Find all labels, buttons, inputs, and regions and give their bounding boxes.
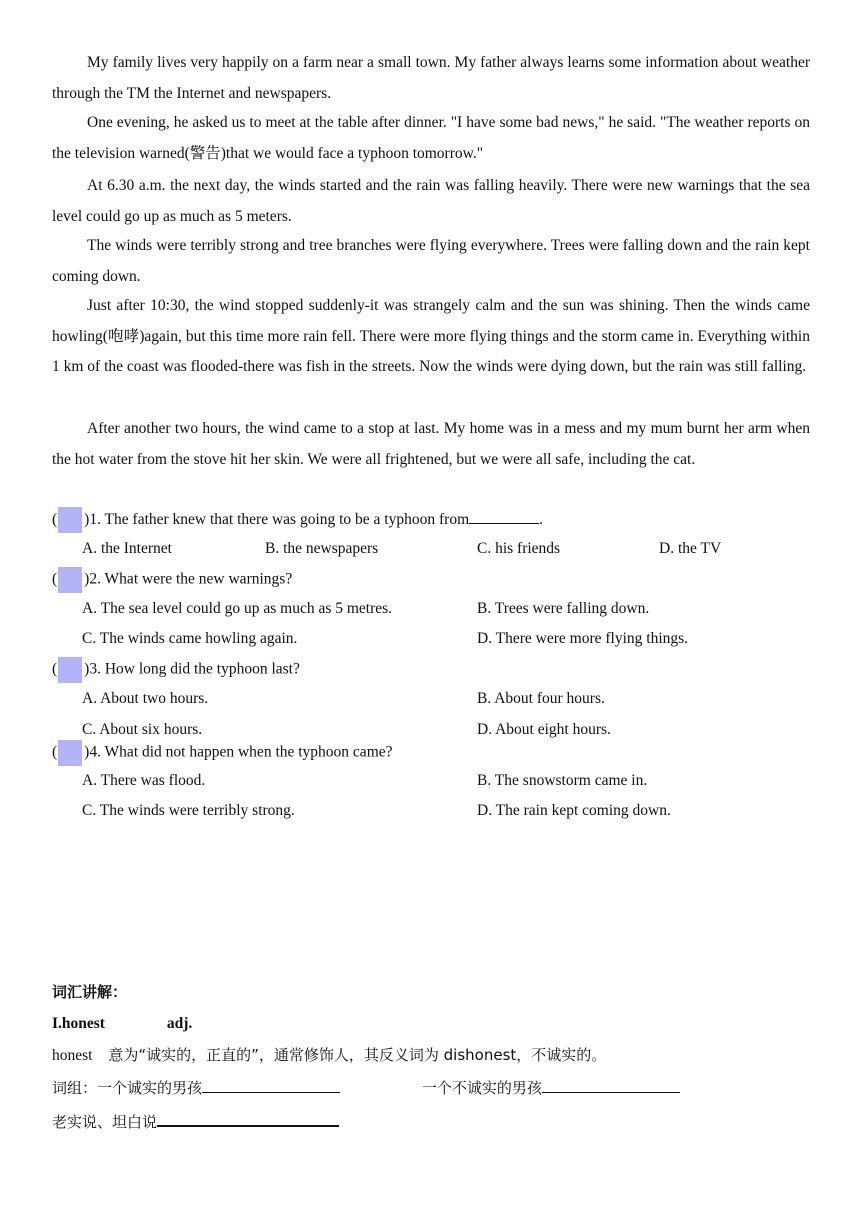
vocab-explanation xyxy=(52,1043,606,1067)
vocab-explanation-word: honest xyxy=(52,1047,93,1064)
question-open-paren: ( xyxy=(52,570,58,588)
phrase-blank-2[interactable] xyxy=(542,1076,680,1093)
q3-option-d: D. About eight hours. xyxy=(477,721,611,738)
q4-option-b: B. The snowstorm came in. xyxy=(477,772,648,789)
passage-paragraph-6: After another two hours, the wind came to a stop at last. My home was in a mess and my mum burnt her arm when the hot water from the stove hit her skin. We were all frightened, but we were all safe, including the cat. xyxy=(52,420,810,468)
passage-paragraph-5: Just after 10:30, the wind stopped suddenly-it was strangely calm and the sun was shining. Then the winds came howling(咆哮)again, but this time more rain fell. There were more flying things and the storm came in. Everything within 1 km of the coast was flooded-there was fish in the streets. Now the winds were dying down, but the rain was still falling. xyxy=(52,297,810,375)
q3-option-b: B. About four hours. xyxy=(477,690,605,707)
q4-option-a: A. There was flood. xyxy=(82,772,206,789)
q1-option-a: A. the Internet xyxy=(82,540,172,557)
question-1-end: . xyxy=(539,511,543,528)
answer-box-4[interactable] xyxy=(58,740,82,766)
vocab-explanation-text: 意为“诚实的，正直的”，通常修饰人，其反义词为 dishonest，不诚实的。 xyxy=(108,1046,607,1064)
q2-option-a: A. The sea level could go up as much as 5 metres. xyxy=(82,600,393,617)
answer-blank xyxy=(469,507,539,524)
answer-box-1[interactable] xyxy=(58,507,82,533)
passage-paragraph-1: My family lives very happily on a farm near a small town. My father always learns some information about weather through the TM the Internet and newspapers. xyxy=(52,54,810,102)
question-3-text: )3. How long did the typhoon last? xyxy=(84,660,300,678)
q1-option-b: B. the newspapers xyxy=(265,540,379,557)
q3-option-c: C. About six hours. xyxy=(82,721,203,738)
question-open-paren: ( xyxy=(52,743,58,761)
question-4 xyxy=(52,740,393,764)
q2-option-b: B. Trees were falling down. xyxy=(477,600,650,617)
q3-option-a: A. About two hours. xyxy=(82,690,209,707)
q2-option-c: C. The winds came howling again. xyxy=(82,630,298,647)
answer-box-2[interactable] xyxy=(58,567,82,593)
phrase-honestly: 老实说、坦白说 xyxy=(52,1113,158,1131)
vocab-phrase-line-2 xyxy=(52,1109,339,1133)
q4-option-d: D. The rain kept coming down. xyxy=(477,802,671,819)
question-1-text: )1. The father knew that there was going to be a typhoon from xyxy=(84,511,470,528)
phrase-label: 词组：一个诚实的男孩 xyxy=(52,1079,203,1097)
phrase-blank-3[interactable] xyxy=(157,1109,339,1127)
phrase-blank-1[interactable] xyxy=(202,1076,340,1093)
q1-option-c: C. his friends xyxy=(477,540,561,557)
vocab-word-line xyxy=(52,1012,192,1036)
passage-paragraph-3: At 6.30 a.m. the next day, the winds started and the rain was falling heavily. There were new warnings that the sea level could go up as much as 5 meters. xyxy=(52,177,810,225)
q2-option-d: D. There were more flying things. xyxy=(477,630,689,647)
question-1 xyxy=(52,507,543,531)
phrase-dishonest-boy: 一个不诚实的男孩 xyxy=(421,1079,542,1097)
question-2-text: )2. What were the new warnings? xyxy=(84,570,293,588)
passage-paragraph-2: One evening, he asked us to meet at the table after dinner. "I have some bad news," he said. "The weather reports on the television warned(警告)that we would face a typhoon tomorrow." xyxy=(52,114,810,162)
question-4-text: )4. What did not happen when the typhoon came? xyxy=(84,743,393,761)
answer-box-3[interactable] xyxy=(58,657,82,683)
vocab-word: I.honest xyxy=(52,1015,105,1032)
q1-option-d: D. the TV xyxy=(659,540,722,557)
vocab-heading: 词汇讲解： xyxy=(52,983,128,1001)
question-open-paren: ( xyxy=(52,660,58,678)
q4-option-c: C. The winds were terribly strong. xyxy=(82,802,295,819)
question-open-paren: ( xyxy=(52,511,58,528)
vocab-phrase-line xyxy=(52,1076,680,1100)
question-3 xyxy=(52,657,300,681)
vocab-part-of-speech: adj. xyxy=(166,1015,193,1032)
passage-paragraph-4: The winds were terribly strong and tree branches were flying everywhere. Trees were falling down and the rain kept coming down. xyxy=(52,237,810,285)
question-2 xyxy=(52,567,292,591)
